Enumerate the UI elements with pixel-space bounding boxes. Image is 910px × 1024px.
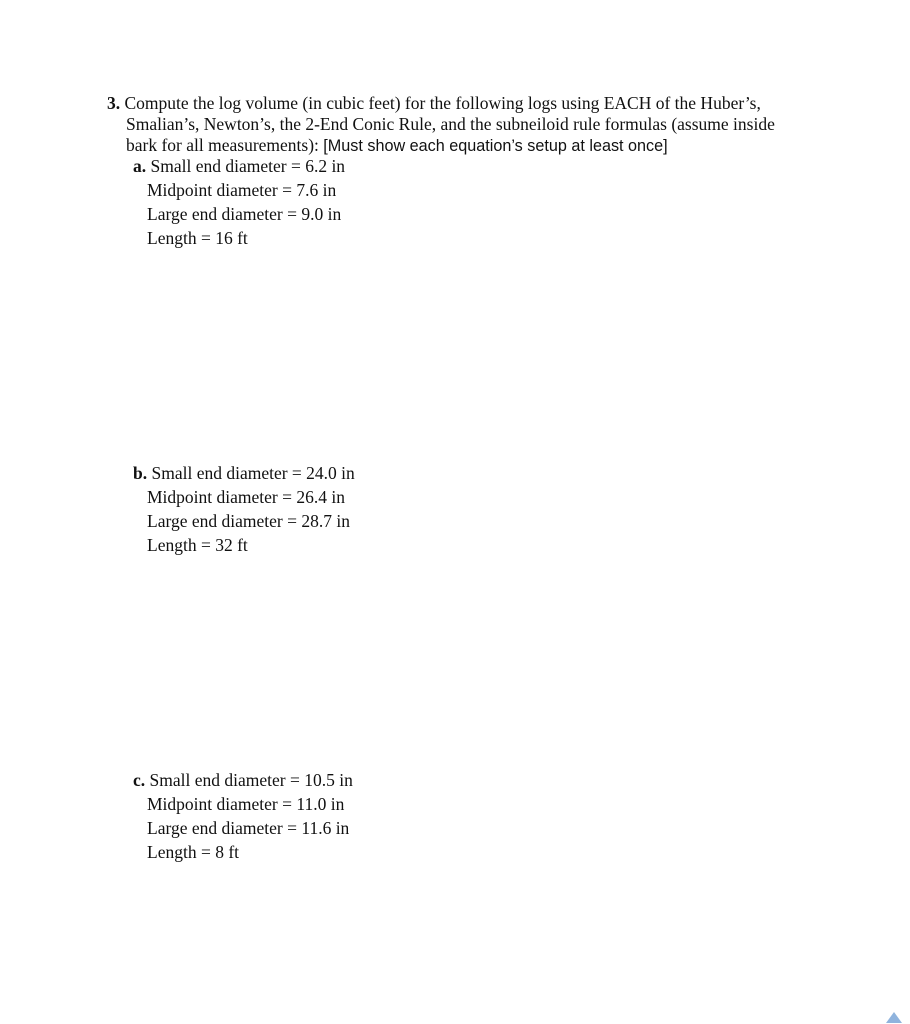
part-letter: c. [133, 770, 146, 790]
large-end-diameter: Large end diameter = 11.6 in [147, 818, 350, 838]
midpoint-diameter: Midpoint diameter = 26.4 in [147, 487, 345, 507]
midpoint-diameter: Midpoint diameter = 11.0 in [147, 794, 345, 814]
log-length: Length = 32 ft [147, 535, 248, 555]
question-instruction: [Must show each equation’s setup at least once] [323, 137, 668, 155]
triangle-up-icon[interactable] [886, 1012, 902, 1023]
large-end-diameter: Large end diameter = 9.0 in [147, 204, 342, 224]
small-end-diameter: Small end diameter = 10.5 in [149, 770, 353, 790]
midpoint-diameter: Midpoint diameter = 7.6 in [147, 180, 337, 200]
part-letter: b. [133, 463, 148, 483]
question-number: 3. [107, 93, 121, 113]
part-c [133, 768, 353, 864]
small-end-diameter: Small end diameter = 6.2 in [150, 156, 346, 176]
small-end-diameter: Small end diameter = 24.0 in [151, 463, 355, 483]
question-text-line-1: Compute the log volume (in cubic feet) for the following logs using EACH of the Huber’s, [124, 93, 761, 113]
question-3 [107, 93, 807, 157]
log-length: Length = 8 ft [147, 842, 240, 862]
part-a [133, 154, 345, 250]
question-line-1 [107, 93, 807, 114]
large-end-diameter: Large end diameter = 28.7 in [147, 511, 350, 531]
part-letter: a. [133, 156, 147, 176]
part-b [133, 461, 355, 557]
question-text-line-3: bark for all measurements): [126, 135, 319, 155]
log-length: Length = 16 ft [147, 228, 248, 248]
question-text-line-2: Smalian’s, Newton’s, the 2-End Conic Rule, and the subneiloid rule formulas (assume inside [126, 114, 775, 134]
